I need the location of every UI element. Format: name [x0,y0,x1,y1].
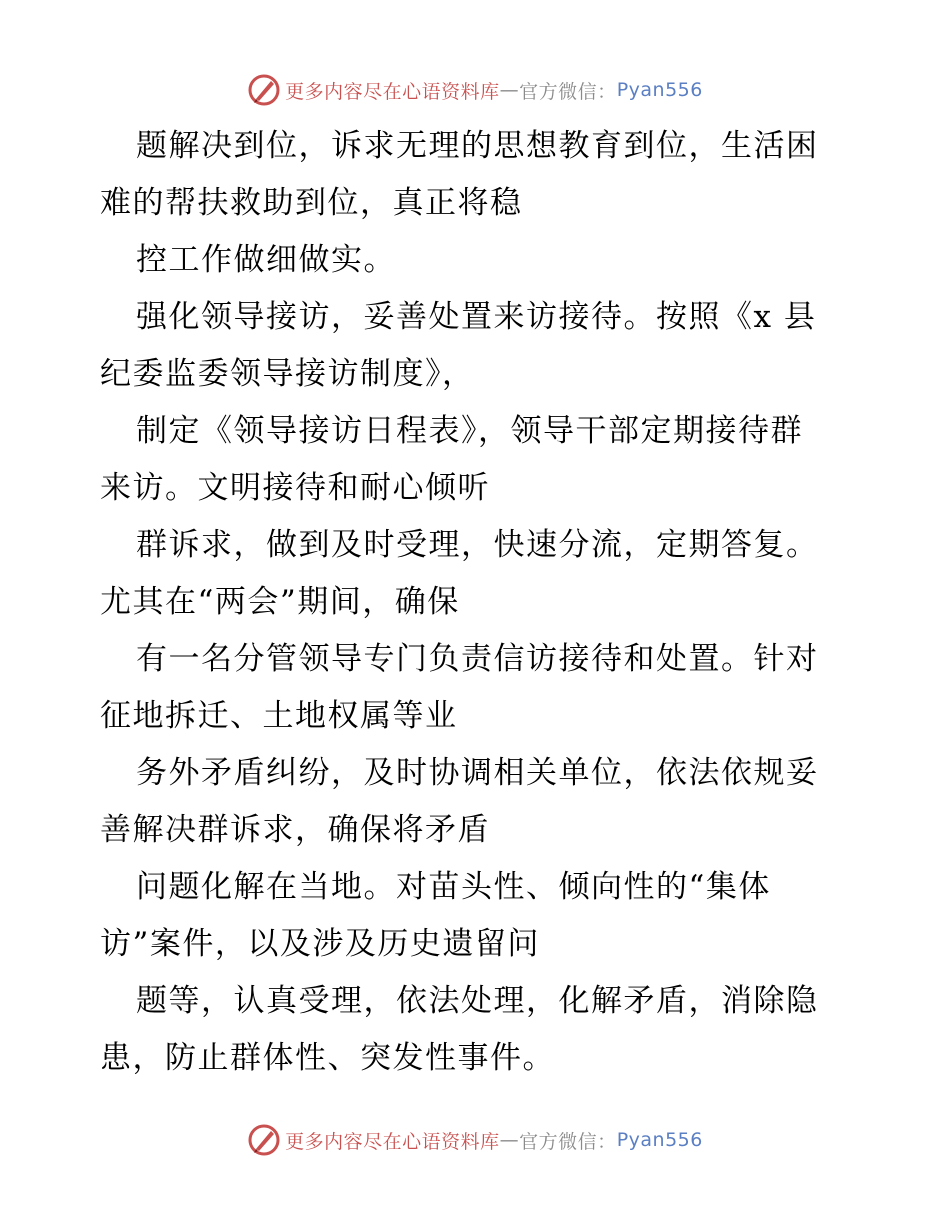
watermark-site-text: 更多内容尽在心语资料库 [285,1130,500,1153]
text-line: 难的帮扶救助到位，真正将稳 [100,185,523,221]
header-watermark [0,70,950,110]
text-line: 控工作做细做实。 [136,242,396,278]
quill-pen-circle-icon [247,1123,281,1157]
text-line: 务外矛盾纠纷，及时协调相关单位，依法依规妥 [136,755,819,791]
text-line: 强化领导接访，妥善处置来访接待。按照《x 县 [136,299,817,335]
text-line: 题等，认真受理，依法处理，化解矛盾，消除隐 [136,983,819,1019]
document-body [100,118,860,1087]
text-line: 善解决群诉求，确保将矛盾 [100,812,490,848]
text-line: 访”案件，以及涉及历史遗留问 [100,926,540,962]
watermark-site-text: 更多内容尽在心语资料库 [285,80,500,103]
text-line: 征地拆迁、土地权属等业 [100,698,458,734]
text-line: 问题化解在当地。对苗头性、倾向性的“集体 [136,869,771,905]
text-line: 题解决到位，诉求无理的思想教育到位，生活困 [136,128,819,164]
footer-watermark [0,1120,950,1160]
watermark-wechat-label: 官方微信： [519,80,617,103]
text-line: 尤其在“两会”期间，确保 [100,584,460,620]
watermark-wechat-id: Pyan556 [616,79,703,101]
watermark-wechat-id: Pyan556 [616,1129,703,1151]
watermark-dash: — [499,79,520,101]
text-line: 群诉求，做到及时受理，快速分流，定期答复。 [136,527,819,563]
watermark-dash: — [499,1129,520,1151]
text-line: 纪委监委领导接访制度》， [100,356,475,392]
text-line: 制定《领导接访日程表》，领导干部定期接待群 [136,413,803,449]
quill-pen-circle-icon [247,73,281,107]
watermark-wechat-label: 官方微信： [519,1130,617,1153]
text-line: 来访。文明接待和耐心倾听 [100,470,490,506]
text-line: 有一名分管领导专门负责信访接待和处置。针对 [136,641,819,677]
text-line: 患，防止群体性、突发性事件。 [100,1040,555,1076]
